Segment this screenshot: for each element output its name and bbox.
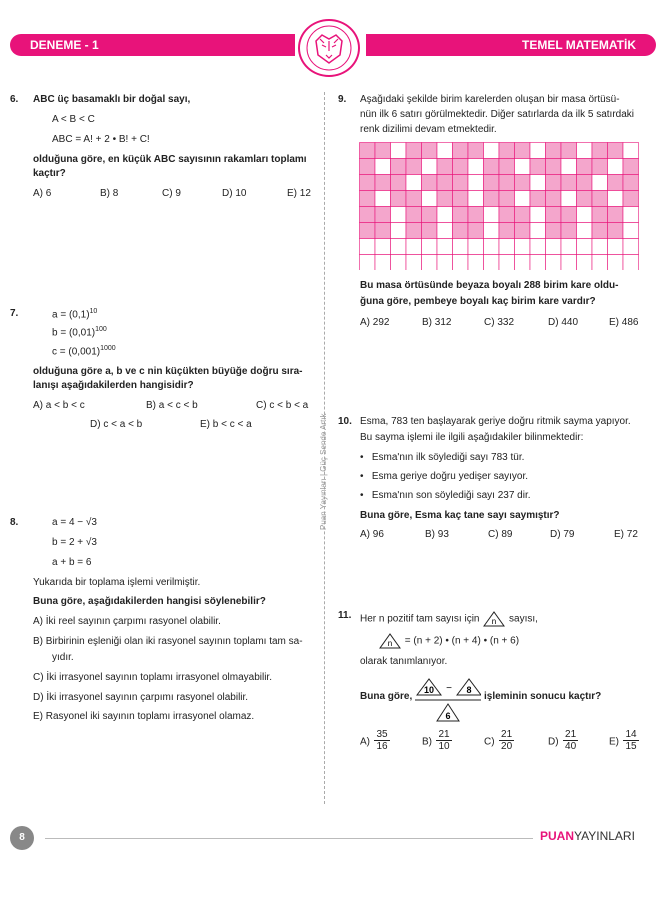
grid-cell	[453, 239, 469, 255]
header-title-right: TEMEL MATEMATİK	[522, 38, 636, 52]
option-letter: C)	[484, 736, 495, 748]
triangle-6-label: 6	[445, 711, 451, 721]
denominator: 20	[501, 741, 513, 752]
grid-cell	[360, 191, 376, 207]
q10-bullet-3-text: Esma'nın son söylediği sayı 237 dir.	[371, 490, 531, 501]
q10-option-c[interactable]: C) 89	[488, 529, 513, 540]
grid-cell	[437, 143, 453, 159]
grid-cell	[530, 143, 546, 159]
grid-cell	[623, 255, 639, 271]
q8-sum: a + b = 6	[52, 557, 92, 568]
grid-cell	[406, 207, 422, 223]
grid-cell	[577, 143, 593, 159]
grid-cell	[406, 191, 422, 207]
q8-context: Yukarıda bir toplama işlemi verilmiştir.	[33, 577, 201, 588]
q7-a	[52, 308, 97, 320]
grid-cell	[592, 175, 608, 191]
grid-cell	[406, 255, 422, 271]
grid-cell	[530, 223, 546, 239]
grid-cell	[360, 159, 376, 175]
grid-cell	[375, 159, 391, 175]
tablecloth-grid	[359, 142, 639, 270]
q6-question: olduğuna göre, en küçük ABC sayısının rakamları toplamı	[33, 154, 307, 165]
q11-stem-b: sayısı,	[509, 613, 538, 625]
triangle-8-label: 8	[466, 685, 472, 695]
q8-number: 8.	[10, 517, 19, 528]
q9-question: Bu masa örtüsünde beyaza boyalı 288 birim kare oldu-	[360, 280, 619, 291]
q9-number: 9.	[338, 94, 347, 105]
grid-cell	[360, 175, 376, 191]
grid-cell	[530, 175, 546, 191]
option-letter: B)	[422, 736, 432, 748]
q10-option-b[interactable]: B) 93	[425, 529, 449, 540]
grid-cell	[468, 159, 484, 175]
grid-cell	[437, 175, 453, 191]
grid-cell	[515, 143, 531, 159]
grid-cell	[608, 191, 624, 207]
grid-cell	[592, 191, 608, 207]
q7-option-e[interactable]: E) b < c < a	[200, 419, 252, 430]
q10-bullet-1	[360, 452, 524, 463]
grid-cell	[468, 255, 484, 271]
grid-cell	[608, 223, 624, 239]
grid-cell	[499, 175, 515, 191]
grid-cell	[437, 191, 453, 207]
grid-cell	[577, 223, 593, 239]
q9-question-2: ğuna göre, pembeye boyalı kaç birim kare vardır?	[360, 296, 596, 307]
triangle-10-label: 10	[423, 685, 435, 695]
numerator: 21	[438, 729, 450, 740]
q6-option-a[interactable]: A) 6	[33, 188, 52, 199]
option-letter: D)	[548, 736, 559, 748]
q6-option-b[interactable]: B) 8	[100, 188, 119, 199]
grid-cell	[577, 239, 593, 255]
grid-cell	[577, 175, 593, 191]
grid-cell	[515, 255, 531, 271]
q10-bullet-3	[360, 490, 531, 501]
grid-cell	[530, 191, 546, 207]
q8-option-b[interactable]: B) Birbirinin eşleniği olan iki rasyonel sayının toplamı tam sa-	[33, 636, 303, 647]
grid-cell	[360, 223, 376, 239]
grid-cell	[530, 207, 546, 223]
q7-b	[52, 326, 107, 338]
grid-cell	[515, 223, 531, 239]
q8-b: b = 2 + √3	[52, 537, 97, 548]
q9-option-b[interactable]: B) 312	[422, 317, 452, 328]
q9-stem-2: nün ilk 6 satırı görülmektedir. Diğer satırlarda da ilk 5 satırdaki	[360, 109, 635, 120]
q7-a-exp: 10	[89, 308, 98, 315]
grid-cell	[577, 207, 593, 223]
grid-cell	[546, 223, 562, 239]
grid-cell	[561, 143, 577, 159]
grid-cell	[453, 255, 469, 271]
q7-option-d[interactable]: D) c < a < b	[90, 419, 143, 430]
grid-cell	[623, 207, 639, 223]
q7-question: olduğuna göre a, b ve c nin küçükten büyüğe doğru sıra-	[33, 366, 303, 377]
q9-option-c[interactable]: C) 332	[484, 317, 515, 328]
q11-defined: olarak tanımlanıyor.	[360, 656, 448, 667]
page-number: 8	[10, 826, 34, 850]
numerator: 21	[501, 729, 513, 740]
grid-cell	[360, 207, 376, 223]
grid-cell	[360, 143, 376, 159]
grid-cell	[515, 239, 531, 255]
grid-cell	[561, 191, 577, 207]
grid-cell	[375, 191, 391, 207]
grid-cell	[592, 159, 608, 175]
grid-cell	[592, 223, 608, 239]
header-title-left: DENEME - 1	[30, 38, 99, 52]
grid-cell	[406, 223, 422, 239]
grid-cell	[499, 239, 515, 255]
grid-cell	[561, 239, 577, 255]
grid-cell	[375, 223, 391, 239]
side-credit: Puan Yayınları | Güç Sende Artık	[319, 413, 328, 530]
option-letter: E)	[609, 736, 619, 748]
q8-option-e[interactable]: E) Rasyonel iki sayının toplamı irrasyonel olamaz.	[33, 711, 255, 722]
q6-option-e[interactable]: E) 12	[287, 188, 311, 199]
q7-option-b[interactable]: B) a < c < b	[146, 400, 198, 411]
grid-cell	[437, 207, 453, 223]
grid-cell	[422, 191, 438, 207]
grid-cell	[592, 255, 608, 271]
q11-ask-a: Buna göre,	[360, 691, 413, 702]
q11-expression	[415, 677, 481, 723]
grid-cell	[623, 159, 639, 175]
grid-cell	[546, 239, 562, 255]
q7-c-base: c = (0,001)	[52, 346, 101, 358]
grid-cell	[499, 223, 515, 239]
q11-stem	[360, 610, 538, 628]
brand-rest: YAYINLARI	[574, 829, 635, 843]
grid-cell	[453, 207, 469, 223]
triangle-n-icon	[482, 610, 506, 628]
grid-cell	[437, 223, 453, 239]
brand-logo	[540, 829, 635, 843]
grid-cell	[561, 223, 577, 239]
grid-cell	[530, 239, 546, 255]
grid-cell	[608, 207, 624, 223]
q8-question: Buna göre, aşağıdakilerden hangisi söylenebilir?	[33, 596, 266, 607]
grid-cell	[592, 143, 608, 159]
q9-option-e[interactable]: E) 486	[609, 317, 639, 328]
grid-cell	[391, 239, 407, 255]
grid-cell	[406, 143, 422, 159]
grid-cell	[468, 207, 484, 223]
denominator: 15	[625, 741, 637, 752]
grid-cell	[468, 239, 484, 255]
grid-cell	[484, 239, 500, 255]
q8-option-d[interactable]: D) İki irrasyonel sayının çarpımı rasyonel olabilir.	[33, 692, 249, 703]
q9-stem-3: renk dizilimi devam etmektedir.	[360, 124, 497, 135]
q7-c	[52, 345, 116, 357]
minus-sign: −	[446, 683, 452, 694]
grid-cell	[561, 255, 577, 271]
q11-option-e[interactable]	[609, 729, 639, 752]
q11-option-a[interactable]	[360, 729, 390, 752]
grid-cell	[453, 223, 469, 239]
fraction	[623, 729, 638, 752]
q6-condition: A < B < C	[52, 114, 95, 125]
q7-c-exp: 1000	[100, 345, 116, 352]
grid-cell	[468, 175, 484, 191]
grid-cell	[375, 239, 391, 255]
grid-cell	[608, 239, 624, 255]
q10-option-e[interactable]: E) 72	[614, 529, 638, 540]
footer-rule	[45, 838, 533, 839]
grid-cell	[577, 191, 593, 207]
q8-option-a[interactable]: A) İki reel sayının çarpımı rasyonel olabilir.	[33, 616, 221, 627]
q10-question: Buna göre, Esma kaç tane sayı saymıştır?	[360, 510, 560, 521]
q10-stem-1: Esma, 783 ten başlayarak geriye doğru ritmik sayma yapıyor.	[360, 416, 631, 427]
brand-bold: PUAN	[540, 829, 575, 843]
grid-cell	[623, 239, 639, 255]
tiger-logo-icon	[298, 19, 360, 77]
q10-bullet-2	[360, 471, 528, 482]
grid-cell	[422, 143, 438, 159]
fraction	[499, 729, 514, 752]
q11-stem-a: Her n pozitif tam sayısı için	[360, 613, 480, 625]
grid-cell	[561, 207, 577, 223]
q7-option-c[interactable]: C) c < b < a	[256, 400, 309, 411]
q10-option-a[interactable]: A) 96	[360, 529, 384, 540]
q9-option-d[interactable]: D) 440	[548, 317, 579, 328]
q7-b-base: b = (0,01)	[52, 327, 96, 339]
q7-b-exp: 100	[95, 326, 107, 333]
grid-cell	[375, 255, 391, 271]
grid-cell	[453, 191, 469, 207]
grid-cell	[515, 175, 531, 191]
grid-cell	[391, 143, 407, 159]
grid-cell	[484, 159, 500, 175]
triangle-n-icon	[378, 632, 402, 650]
grid-cell	[484, 223, 500, 239]
grid-cell	[391, 159, 407, 175]
grid-cell	[546, 207, 562, 223]
triangle-n-label: n	[387, 639, 393, 648]
grid-cell	[484, 191, 500, 207]
fraction	[436, 729, 451, 752]
numerator: 21	[565, 729, 577, 740]
grid-cell	[577, 159, 593, 175]
grid-cell	[499, 255, 515, 271]
grid-cell	[422, 207, 438, 223]
grid-cell	[623, 191, 639, 207]
q6-equation: ABC = A! + 2 • B! + C!	[52, 134, 150, 145]
grid-cell	[453, 175, 469, 191]
grid-cell	[499, 207, 515, 223]
q7-question-2: lanışı aşağıdakilerden hangisidir?	[33, 380, 194, 391]
q6-stem: ABC üç basamaklı bir doğal sayı,	[33, 94, 191, 105]
grid-cell	[484, 255, 500, 271]
denominator: 40	[565, 741, 577, 752]
q7-a-base: a = (0,1)	[52, 309, 90, 321]
grid-cell	[360, 239, 376, 255]
q10-option-d[interactable]: D) 79	[550, 529, 575, 540]
fraction	[374, 729, 389, 752]
q10-stem-2: Bu sayma işlemi ile ilgili aşağıdakiler bilinmektedir:	[360, 432, 584, 443]
grid-cell	[468, 191, 484, 207]
grid-cell	[608, 143, 624, 159]
grid-cell	[546, 143, 562, 159]
q6-option-c[interactable]: C) 9	[162, 188, 181, 199]
grid-cell	[422, 239, 438, 255]
q11-option-b[interactable]	[422, 729, 452, 752]
grid-cell	[391, 223, 407, 239]
grid-cell	[391, 191, 407, 207]
grid-cell	[422, 175, 438, 191]
grid-cell	[406, 175, 422, 191]
grid-cell	[623, 143, 639, 159]
grid-cell	[530, 159, 546, 175]
grid-cell	[375, 207, 391, 223]
grid-cell	[546, 159, 562, 175]
q10-bullet-2-text: Esma geriye doğru yedişer sayıyor.	[371, 471, 529, 482]
grid-cell	[546, 191, 562, 207]
grid-cell	[608, 175, 624, 191]
q10-bullet-1-text: Esma'nın ilk söylediği sayı 783 tür.	[371, 452, 525, 463]
grid-cell	[546, 175, 562, 191]
grid-cell	[608, 159, 624, 175]
q11-option-d[interactable]	[548, 729, 578, 752]
grid-cell	[360, 255, 376, 271]
grid-cell	[592, 207, 608, 223]
q11-number: 11.	[338, 610, 352, 621]
triangle-n-label: n	[492, 617, 497, 626]
grid-cell	[437, 239, 453, 255]
grid-cell	[484, 207, 500, 223]
grid-cell	[499, 159, 515, 175]
grid-cell	[422, 255, 438, 271]
denominator: 16	[376, 741, 388, 752]
grid-cell	[437, 159, 453, 175]
grid-cell	[546, 255, 562, 271]
fraction	[563, 729, 578, 752]
grid-cell	[406, 159, 422, 175]
q6-question-2: kaçtır?	[33, 168, 66, 179]
grid-cell	[515, 207, 531, 223]
bullet-icon: •	[360, 490, 364, 501]
grid-cell	[561, 175, 577, 191]
grid-cell	[515, 191, 531, 207]
grid-cell	[484, 175, 500, 191]
grid-cell	[499, 143, 515, 159]
q11-definition-text: = (n + 2) • (n + 4) • (n + 6)	[404, 635, 520, 647]
grid-cell	[468, 143, 484, 159]
grid-cell	[406, 239, 422, 255]
grid-cell	[391, 207, 407, 223]
grid-cell	[375, 175, 391, 191]
grid-cell	[391, 255, 407, 271]
grid-cell	[422, 159, 438, 175]
q11-ask-b: işleminin sonucu kaçtır?	[484, 691, 602, 702]
numerator: 14	[625, 729, 637, 740]
grid-cell	[561, 159, 577, 175]
grid-cell	[515, 159, 531, 175]
grid-cell	[484, 143, 500, 159]
grid-cell	[453, 159, 469, 175]
grid-cell	[530, 255, 546, 271]
bullet-icon: •	[360, 471, 364, 482]
grid-cell	[437, 255, 453, 271]
q8-a: a = 4 − √3	[52, 517, 97, 528]
grid-cell	[592, 239, 608, 255]
option-letter: A)	[360, 736, 370, 748]
bullet-icon: •	[360, 452, 364, 463]
grid-cell	[577, 255, 593, 271]
grid-cell	[391, 175, 407, 191]
q11-option-c[interactable]	[484, 729, 514, 752]
grid-cell	[608, 255, 624, 271]
denominator: 10	[438, 741, 450, 752]
q11-definition	[378, 632, 519, 650]
grid-cell	[499, 191, 515, 207]
q6-number: 6.	[10, 94, 19, 105]
q6-option-d[interactable]: D) 10	[222, 188, 247, 199]
grid-cell	[623, 175, 639, 191]
q8-option-b-cont[interactable]: yıdır.	[52, 652, 74, 663]
q9-stem-1: Aşağıdaki şekilde birim karelerden oluşan bir masa örtüsü-	[360, 94, 620, 105]
numerator: 35	[376, 729, 388, 740]
grid-cell	[468, 223, 484, 239]
q7-number: 7.	[10, 308, 19, 319]
q9-option-a[interactable]: A) 292	[360, 317, 390, 328]
grid-cell	[623, 223, 639, 239]
q7-option-a[interactable]: A) a < b < c	[33, 400, 85, 411]
q8-option-c[interactable]: C) İki irrasyonel sayının toplamı irrasyonel olmayabilir.	[33, 672, 272, 683]
grid-cell	[375, 143, 391, 159]
q10-number: 10.	[338, 416, 352, 427]
grid-cell	[422, 223, 438, 239]
grid-cell	[453, 143, 469, 159]
